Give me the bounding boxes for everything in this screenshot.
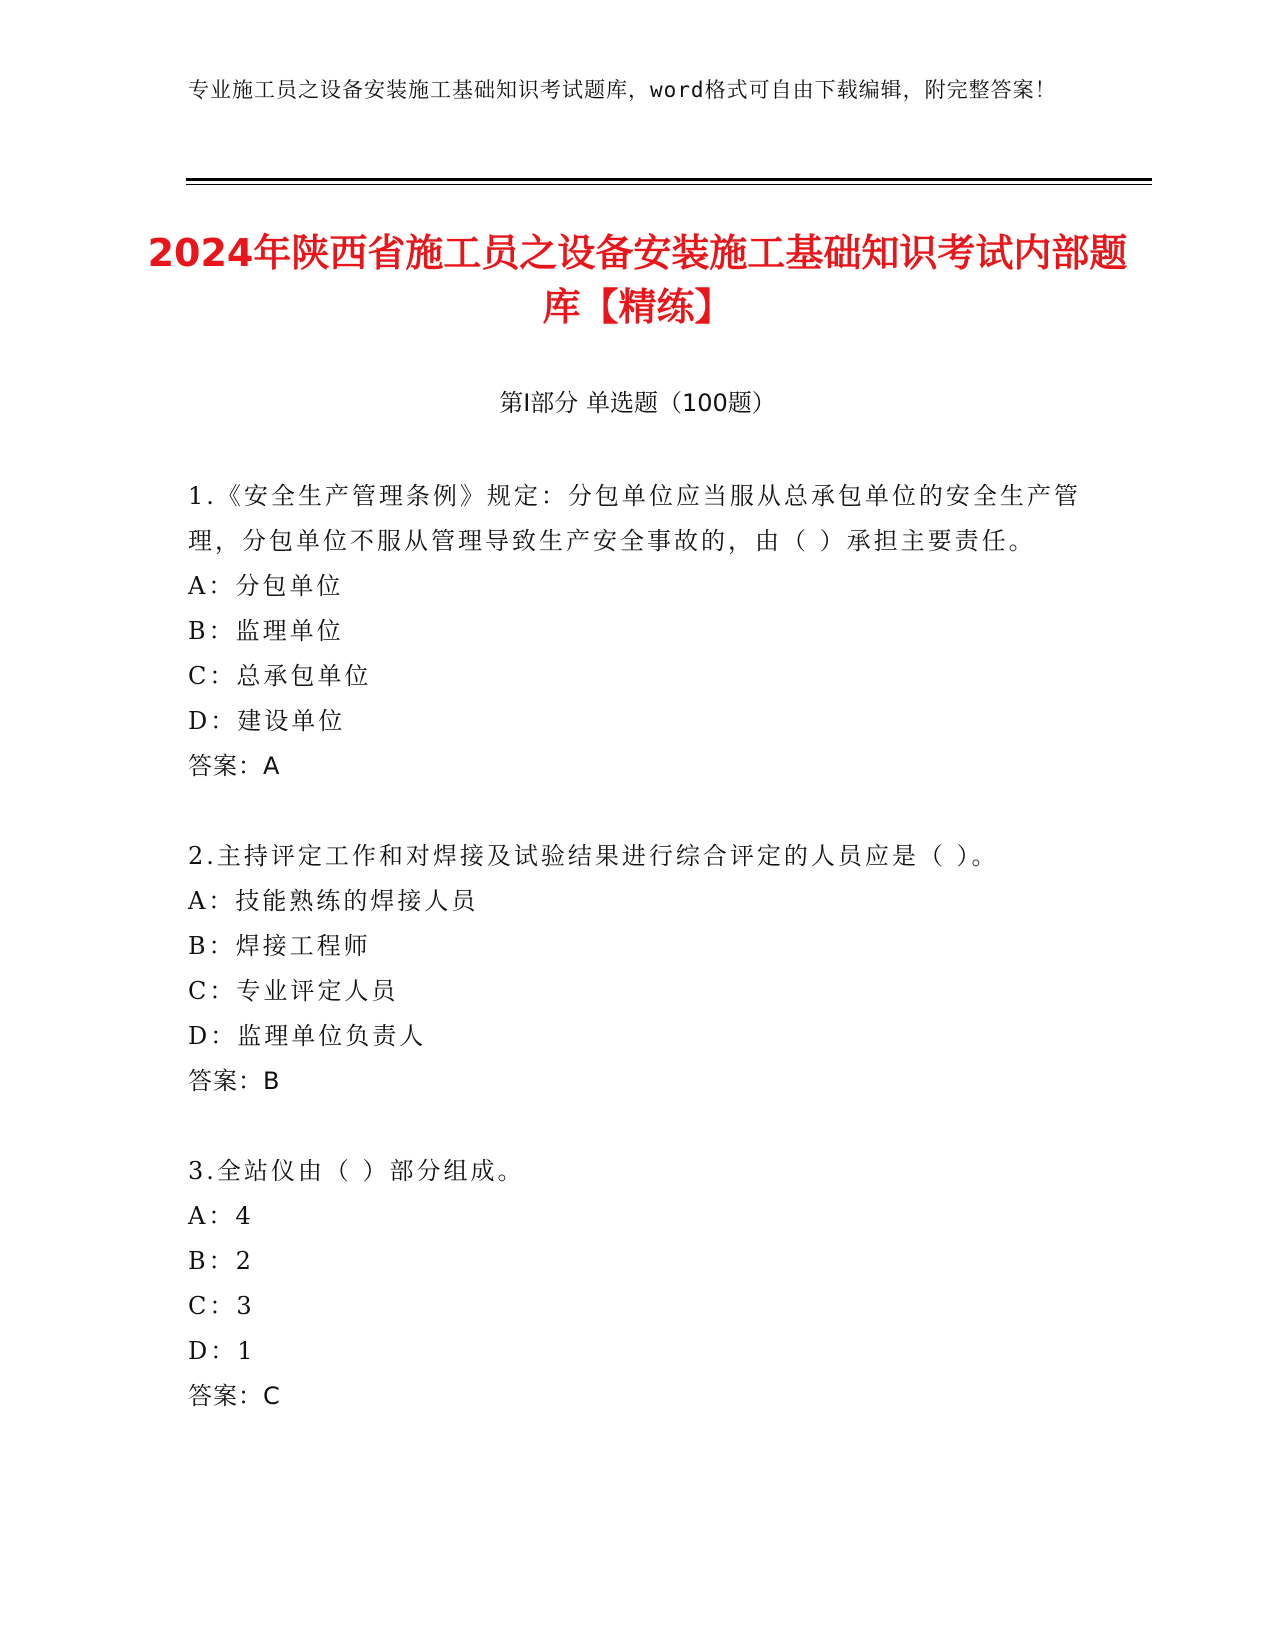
- question-3: [188, 1149, 1093, 1419]
- question-1: [188, 474, 1093, 789]
- option-c: C：3: [188, 1292, 255, 1320]
- question-2: [188, 834, 1093, 1104]
- option-a: A：4: [188, 1202, 254, 1230]
- option-a: A：分包单位: [188, 572, 344, 600]
- question-spacer: [188, 1104, 1093, 1149]
- option-d: D：建设单位: [188, 707, 346, 735]
- answer: 答案：C: [188, 1382, 281, 1410]
- answer: 答案：A: [188, 752, 281, 780]
- question-stem: 1.《安全生产管理条例》规定：分包单位应当服从总承包单位的安全生产管理，分包单位不服从管理导致生产安全事故的，由（ ）承担主要责任。: [188, 482, 1081, 555]
- header-note: 专业施工员之设备安装施工基础知识考试题库，word格式可自由下载编辑，附完整答案！: [188, 78, 1057, 102]
- option-d: D：监理单位负责人: [188, 1022, 427, 1050]
- option-d: D：1: [188, 1337, 256, 1365]
- option-c: C：专业评定人员: [188, 977, 399, 1005]
- question-list: [188, 474, 1093, 1419]
- option-b: B：焊接工程师: [188, 932, 371, 960]
- question-stem: 3.全站仪由（ ）部分组成。: [188, 1157, 525, 1185]
- question-spacer: [188, 789, 1093, 834]
- answer: 答案：B: [188, 1067, 281, 1095]
- option-b: B：监理单位: [188, 617, 344, 645]
- option-b: B：2: [188, 1247, 254, 1275]
- question-stem: 2.主持评定工作和对焊接及试验结果进行综合评定的人员应是（ ）。: [188, 842, 999, 870]
- header-divider: [186, 178, 1152, 181]
- section-title: 第I部分 单选题（100题）: [499, 389, 776, 417]
- option-c: C：总承包单位: [188, 662, 372, 690]
- header-divider-thin: [186, 184, 1152, 185]
- document-title: 2024年陕西省施工员之设备安装施工基础知识考试内部题库【精练】: [147, 231, 1128, 329]
- option-a: A：技能熟练的焊接人员: [188, 887, 479, 915]
